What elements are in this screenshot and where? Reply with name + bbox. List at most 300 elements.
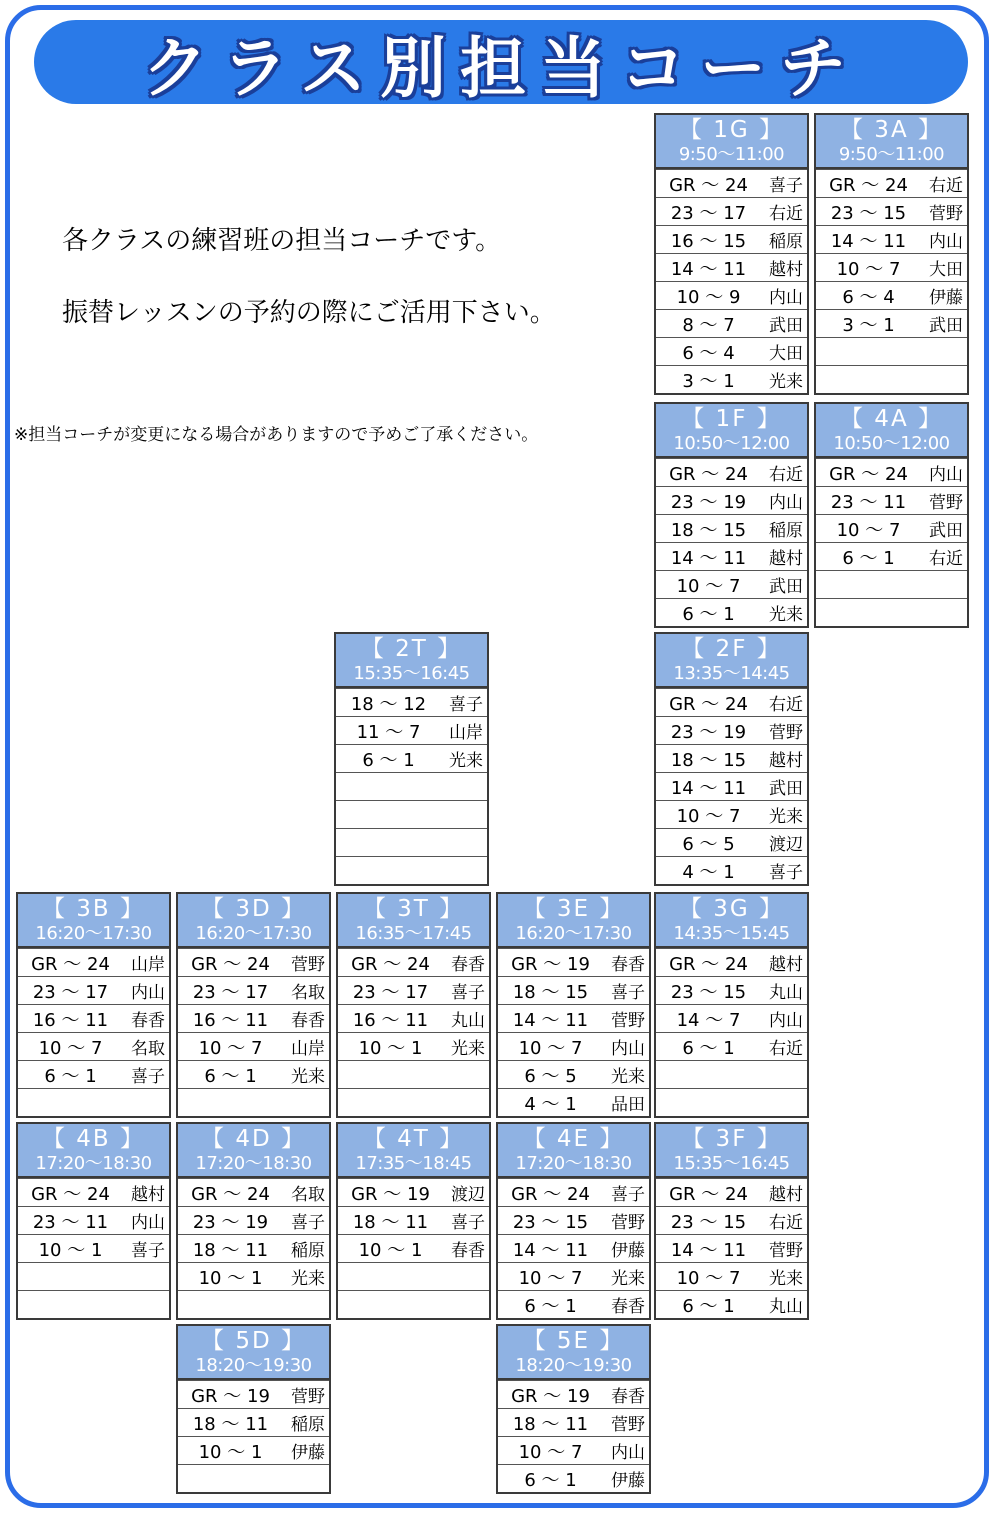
group-range: 18 〜 15 xyxy=(670,519,747,541)
coach-name: 喜子 xyxy=(451,1213,485,1233)
group-range: GR 〜 24 xyxy=(669,953,748,975)
class-time: 18:20〜19:30 xyxy=(515,1354,632,1376)
group-range: GR 〜 24 xyxy=(31,1183,110,1205)
group-row xyxy=(178,1290,329,1318)
class-name: 【 3A 】 xyxy=(840,116,943,143)
group-range: 16 〜 11 xyxy=(352,1009,429,1031)
group-row xyxy=(656,598,807,626)
group-row xyxy=(656,225,807,253)
class-table xyxy=(814,113,969,395)
group-row xyxy=(816,458,967,486)
coach-name: 山岸 xyxy=(449,723,483,743)
group-range: 6 〜 1 xyxy=(524,1295,577,1317)
coach-name: 光来 xyxy=(451,1039,485,1059)
group-row xyxy=(656,688,807,716)
class-header xyxy=(178,1124,329,1178)
group-range: GR 〜 19 xyxy=(511,1385,590,1407)
group-range: 10 〜 7 xyxy=(38,1037,103,1059)
group-row xyxy=(18,1178,169,1206)
coach-name: 内山 xyxy=(769,288,803,308)
group-row xyxy=(656,948,807,976)
group-row xyxy=(498,1436,649,1464)
coach-name: 右近 xyxy=(769,465,803,485)
group-range: 10 〜 1 xyxy=(198,1441,263,1463)
group-range: 23 〜 11 xyxy=(32,1211,109,1233)
class-time: 10:50〜12:00 xyxy=(833,432,950,454)
group-row xyxy=(178,1408,329,1436)
class-time: 15:35〜16:45 xyxy=(353,662,470,684)
group-row xyxy=(656,1060,807,1088)
group-range: 23 〜 19 xyxy=(670,491,747,513)
group-row xyxy=(178,1464,329,1492)
class-time: 9:50〜11:00 xyxy=(838,143,945,165)
group-range: GR 〜 24 xyxy=(511,1183,590,1205)
group-range: 10 〜 7 xyxy=(676,1267,741,1289)
group-row xyxy=(656,744,807,772)
coach-name: 光来 xyxy=(611,1067,645,1087)
class-time: 16:20〜17:30 xyxy=(195,922,312,944)
class-name: 【 2F 】 xyxy=(681,635,782,662)
class-header xyxy=(178,894,329,948)
group-range: GR 〜 19 xyxy=(191,1385,270,1407)
coach-name: 丸山 xyxy=(769,983,803,1003)
group-range: 10 〜 9 xyxy=(676,286,741,308)
group-row xyxy=(498,1464,649,1492)
group-range: 6 〜 1 xyxy=(204,1065,257,1087)
group-range: 14 〜 11 xyxy=(670,1239,747,1261)
class-table xyxy=(654,113,809,395)
coach-name: 光来 xyxy=(291,1269,325,1289)
group-row xyxy=(178,1206,329,1234)
group-range: GR 〜 24 xyxy=(829,174,908,196)
group-range: GR 〜 24 xyxy=(829,463,908,485)
group-row xyxy=(656,1262,807,1290)
group-row xyxy=(816,169,967,197)
group-row xyxy=(656,365,807,393)
coach-name: 菅野 xyxy=(611,1415,645,1435)
group-range: GR 〜 24 xyxy=(669,463,748,485)
class-time: 9:50〜11:00 xyxy=(678,143,785,165)
group-range: GR 〜 24 xyxy=(669,1183,748,1205)
group-row xyxy=(336,800,487,828)
group-range: 6 〜 1 xyxy=(524,1469,577,1491)
coach-name: 春香 xyxy=(611,1297,645,1317)
coach-name: 名取 xyxy=(291,1185,325,1205)
group-range: 18 〜 12 xyxy=(350,693,427,715)
coach-name: 伊藤 xyxy=(611,1241,645,1261)
group-row xyxy=(498,1262,649,1290)
coach-name: 喜子 xyxy=(449,695,483,715)
group-row xyxy=(498,948,649,976)
class-table xyxy=(654,402,809,628)
group-row xyxy=(18,1032,169,1060)
class-table xyxy=(176,1324,331,1494)
class-table xyxy=(176,1122,331,1320)
coach-name: 丸山 xyxy=(769,1297,803,1317)
coach-name: 右近 xyxy=(929,549,963,569)
group-row xyxy=(656,458,807,486)
group-row xyxy=(498,1408,649,1436)
group-row xyxy=(656,1234,807,1262)
group-row xyxy=(656,1088,807,1116)
coach-name: 菅野 xyxy=(769,723,803,743)
coach-name: 喜子 xyxy=(769,863,803,883)
class-table xyxy=(654,1122,809,1320)
class-header xyxy=(18,1124,169,1178)
group-range: 16 〜 15 xyxy=(670,230,747,252)
group-row xyxy=(336,856,487,884)
group-row xyxy=(656,570,807,598)
class-name: 【 3F 】 xyxy=(681,1125,782,1152)
group-row xyxy=(816,598,967,626)
group-row xyxy=(18,976,169,1004)
group-range: 11 〜 7 xyxy=(356,721,421,743)
group-range: 4 〜 1 xyxy=(524,1093,577,1115)
group-range: GR 〜 19 xyxy=(511,953,590,975)
coach-name: 喜子 xyxy=(611,983,645,1003)
class-time: 15:35〜16:45 xyxy=(673,1152,790,1174)
group-row xyxy=(178,976,329,1004)
group-row xyxy=(656,169,807,197)
group-range: 6 〜 5 xyxy=(682,833,735,855)
group-row xyxy=(498,976,649,1004)
group-row xyxy=(18,1206,169,1234)
class-name: 【 2T 】 xyxy=(360,635,463,662)
group-row xyxy=(178,1436,329,1464)
class-header xyxy=(656,404,807,458)
class-table xyxy=(654,632,809,886)
class-header xyxy=(656,894,807,948)
group-range: 6 〜 1 xyxy=(842,547,895,569)
coach-name: 稲原 xyxy=(291,1241,325,1261)
class-time: 16:35〜17:45 xyxy=(355,922,472,944)
class-table xyxy=(16,892,171,1118)
group-row xyxy=(656,337,807,365)
group-range: 23 〜 17 xyxy=(32,981,109,1003)
group-range: 6 〜 1 xyxy=(362,749,415,771)
group-row xyxy=(816,542,967,570)
class-name: 【 4B 】 xyxy=(41,1125,146,1152)
class-table xyxy=(336,1122,491,1320)
group-range: 16 〜 11 xyxy=(192,1009,269,1031)
class-name: 【 4T 】 xyxy=(362,1125,465,1152)
coach-name: 右近 xyxy=(769,695,803,715)
coach-name: 越村 xyxy=(769,549,803,569)
group-row xyxy=(18,1088,169,1116)
group-row xyxy=(816,253,967,281)
class-name: 【 3G 】 xyxy=(678,895,785,922)
group-row xyxy=(18,1060,169,1088)
class-time: 17:20〜18:30 xyxy=(35,1152,152,1174)
class-header xyxy=(178,1326,329,1380)
class-time: 14:35〜15:45 xyxy=(673,922,790,944)
group-range: 10 〜 7 xyxy=(518,1441,583,1463)
class-table xyxy=(334,632,489,886)
coach-name: 伊藤 xyxy=(929,288,963,308)
group-range: 23 〜 17 xyxy=(670,202,747,224)
coach-name: 内山 xyxy=(131,983,165,1003)
group-range: 4 〜 1 xyxy=(682,861,735,883)
class-time: 17:35〜18:45 xyxy=(355,1152,472,1174)
class-table xyxy=(336,892,491,1118)
coach-name: 光来 xyxy=(449,751,483,771)
group-range: 23 〜 19 xyxy=(670,721,747,743)
group-range: 23 〜 17 xyxy=(352,981,429,1003)
coach-name: 渡辺 xyxy=(769,835,803,855)
coach-name: 稲原 xyxy=(291,1415,325,1435)
group-range: 18 〜 11 xyxy=(192,1239,269,1261)
group-range: 14 〜 11 xyxy=(512,1009,589,1031)
class-name: 【 5E 】 xyxy=(522,1327,625,1354)
group-range: 6 〜 1 xyxy=(682,1295,735,1317)
coach-name: 伊藤 xyxy=(611,1471,645,1491)
coach-name: 光来 xyxy=(769,372,803,392)
group-range: GR 〜 24 xyxy=(31,953,110,975)
group-range: 10 〜 7 xyxy=(836,258,901,280)
group-row xyxy=(656,772,807,800)
group-row xyxy=(336,688,487,716)
group-row xyxy=(656,976,807,1004)
group-row xyxy=(178,1380,329,1408)
coach-name: 喜子 xyxy=(769,176,803,196)
coach-name: 光来 xyxy=(769,807,803,827)
group-row xyxy=(656,1032,807,1060)
group-row xyxy=(656,828,807,856)
group-row xyxy=(178,1178,329,1206)
group-range: 10 〜 1 xyxy=(358,1037,423,1059)
group-row xyxy=(338,1206,489,1234)
group-row xyxy=(18,1234,169,1262)
group-row xyxy=(816,365,967,393)
group-range: 10 〜 1 xyxy=(198,1267,263,1289)
group-range: 23 〜 19 xyxy=(192,1211,269,1233)
coach-name: 稲原 xyxy=(769,232,803,252)
group-row xyxy=(336,828,487,856)
group-row xyxy=(338,1060,489,1088)
coach-name: 稲原 xyxy=(769,521,803,541)
group-range: 23 〜 15 xyxy=(670,1211,747,1233)
class-name: 【 4E 】 xyxy=(522,1125,625,1152)
coach-name: 伊藤 xyxy=(291,1443,325,1463)
class-header xyxy=(338,1124,489,1178)
group-row xyxy=(178,1088,329,1116)
group-row xyxy=(656,253,807,281)
coach-name: 菅野 xyxy=(611,1213,645,1233)
intro-line-2: 振替レッスンの予約の際にご活用下さい。 xyxy=(62,298,556,328)
group-row xyxy=(816,570,967,598)
class-name: 【 3T 】 xyxy=(362,895,465,922)
group-range: 14 〜 11 xyxy=(670,777,747,799)
group-row xyxy=(816,337,967,365)
coach-name: 菅野 xyxy=(929,493,963,513)
group-range: 14 〜 11 xyxy=(512,1239,589,1261)
coach-name: 武田 xyxy=(769,779,803,799)
coach-name: 春香 xyxy=(611,1387,645,1407)
group-row xyxy=(18,1262,169,1290)
group-row xyxy=(338,948,489,976)
group-row xyxy=(338,1032,489,1060)
group-row xyxy=(656,197,807,225)
coach-name: 内山 xyxy=(769,493,803,513)
coach-name: 春香 xyxy=(611,955,645,975)
group-row xyxy=(498,1088,649,1116)
coach-name: 大田 xyxy=(769,344,803,364)
group-range: 3 〜 1 xyxy=(842,314,895,336)
coach-name: 右近 xyxy=(769,1039,803,1059)
group-row xyxy=(178,1262,329,1290)
coach-name: 越村 xyxy=(769,955,803,975)
coach-name: 春香 xyxy=(451,955,485,975)
group-range: 18 〜 11 xyxy=(192,1413,269,1435)
coach-name: 喜子 xyxy=(131,1067,165,1087)
class-name: 【 3B 】 xyxy=(41,895,146,922)
group-range: 18 〜 11 xyxy=(352,1211,429,1233)
coach-name: 内山 xyxy=(611,1039,645,1059)
group-row xyxy=(498,1060,649,1088)
coach-name: 越村 xyxy=(769,751,803,771)
coach-name: 右近 xyxy=(769,1213,803,1233)
coach-name: 春香 xyxy=(451,1241,485,1261)
group-row xyxy=(18,1290,169,1318)
group-range: 18 〜 15 xyxy=(670,749,747,771)
coach-name: 喜子 xyxy=(611,1185,645,1205)
coach-name: 内山 xyxy=(929,465,963,485)
coach-name: 菅野 xyxy=(291,955,325,975)
group-row xyxy=(656,800,807,828)
class-header xyxy=(338,894,489,948)
group-row xyxy=(656,542,807,570)
group-row xyxy=(178,1032,329,1060)
class-time: 10:50〜12:00 xyxy=(673,432,790,454)
group-row xyxy=(338,1234,489,1262)
group-range: 23 〜 11 xyxy=(830,491,907,513)
group-row xyxy=(498,1234,649,1262)
coach-name: 光来 xyxy=(769,1269,803,1289)
class-time: 18:20〜19:30 xyxy=(195,1354,312,1376)
group-range: 23 〜 15 xyxy=(670,981,747,1003)
group-range: 6 〜 1 xyxy=(682,1037,735,1059)
class-table xyxy=(16,1122,171,1320)
class-table xyxy=(496,892,651,1118)
class-time: 13:35〜14:45 xyxy=(673,662,790,684)
class-name: 【 1G 】 xyxy=(678,116,785,143)
group-range: 14 〜 11 xyxy=(670,547,747,569)
group-range: 10 〜 7 xyxy=(836,519,901,541)
class-name: 【 4D 】 xyxy=(201,1125,306,1152)
group-row xyxy=(338,1178,489,1206)
group-row xyxy=(178,1004,329,1032)
group-row xyxy=(816,486,967,514)
coach-name: 春香 xyxy=(131,1011,165,1031)
class-name: 【 5D 】 xyxy=(201,1327,306,1354)
class-header xyxy=(498,1326,649,1380)
group-row xyxy=(656,514,807,542)
coach-name: 渡辺 xyxy=(451,1185,485,1205)
coach-name: 品田 xyxy=(611,1095,645,1115)
group-row xyxy=(656,856,807,884)
group-row xyxy=(816,309,967,337)
group-row xyxy=(656,309,807,337)
group-row xyxy=(498,1380,649,1408)
coach-name: 菅野 xyxy=(611,1011,645,1031)
coach-name: 越村 xyxy=(769,1185,803,1205)
group-range: 6 〜 5 xyxy=(524,1065,577,1087)
coach-name: 武田 xyxy=(769,577,803,597)
page-title: クラス別担当コーチ xyxy=(141,29,861,107)
coach-name: 名取 xyxy=(291,983,325,1003)
class-name: 【 4A 】 xyxy=(840,405,943,432)
coach-name: 大田 xyxy=(929,260,963,280)
group-range: 10 〜 7 xyxy=(518,1267,583,1289)
group-range: 10 〜 1 xyxy=(358,1239,423,1261)
group-row xyxy=(338,1262,489,1290)
class-name: 【 1F 】 xyxy=(681,405,782,432)
coach-name: 菅野 xyxy=(291,1387,325,1407)
coach-name: 名取 xyxy=(131,1039,165,1059)
group-row xyxy=(18,948,169,976)
group-row xyxy=(656,281,807,309)
group-range: 10 〜 7 xyxy=(518,1037,583,1059)
coach-name: 菅野 xyxy=(769,1241,803,1261)
class-header xyxy=(498,1124,649,1178)
group-range: 6 〜 1 xyxy=(44,1065,97,1087)
class-table xyxy=(496,1122,651,1320)
coach-name: 山岸 xyxy=(131,955,165,975)
coach-name: 内山 xyxy=(769,1011,803,1031)
coach-name: 光来 xyxy=(769,605,803,625)
group-range: 6 〜 4 xyxy=(842,286,895,308)
coach-name: 内山 xyxy=(929,232,963,252)
group-range: 23 〜 17 xyxy=(192,981,269,1003)
class-table xyxy=(496,1324,651,1494)
class-header xyxy=(18,894,169,948)
coach-name: 内山 xyxy=(131,1213,165,1233)
change-notice: ※担当コーチが変更になる場合がありますので予めご了承ください。 xyxy=(14,425,539,445)
group-range: 6 〜 1 xyxy=(682,603,735,625)
group-row xyxy=(656,1178,807,1206)
class-time: 17:20〜18:30 xyxy=(195,1152,312,1174)
class-time: 16:20〜17:30 xyxy=(515,922,632,944)
group-range: 8 〜 7 xyxy=(682,314,735,336)
group-row xyxy=(656,486,807,514)
group-range: 14 〜 11 xyxy=(830,230,907,252)
group-row xyxy=(656,716,807,744)
coach-name: 越村 xyxy=(769,260,803,280)
group-range: GR 〜 19 xyxy=(351,1183,430,1205)
coach-name: 光来 xyxy=(291,1067,325,1087)
class-header xyxy=(816,115,967,169)
class-header xyxy=(656,1124,807,1178)
group-range: 23 〜 15 xyxy=(512,1211,589,1233)
group-range: 14 〜 7 xyxy=(676,1009,741,1031)
group-row xyxy=(498,1290,649,1318)
coach-name: 越村 xyxy=(131,1185,165,1205)
group-row xyxy=(18,1004,169,1032)
group-row xyxy=(656,1206,807,1234)
group-row xyxy=(336,772,487,800)
group-row xyxy=(816,225,967,253)
coach-name: 右近 xyxy=(929,176,963,196)
coach-name: 武田 xyxy=(929,521,963,541)
group-range: GR 〜 24 xyxy=(351,953,430,975)
class-header xyxy=(336,634,487,688)
coach-name: 光来 xyxy=(611,1269,645,1289)
group-row xyxy=(178,948,329,976)
class-table xyxy=(654,892,809,1118)
group-range: 18 〜 15 xyxy=(512,981,589,1003)
group-row xyxy=(498,1032,649,1060)
coach-name: 内山 xyxy=(611,1443,645,1463)
